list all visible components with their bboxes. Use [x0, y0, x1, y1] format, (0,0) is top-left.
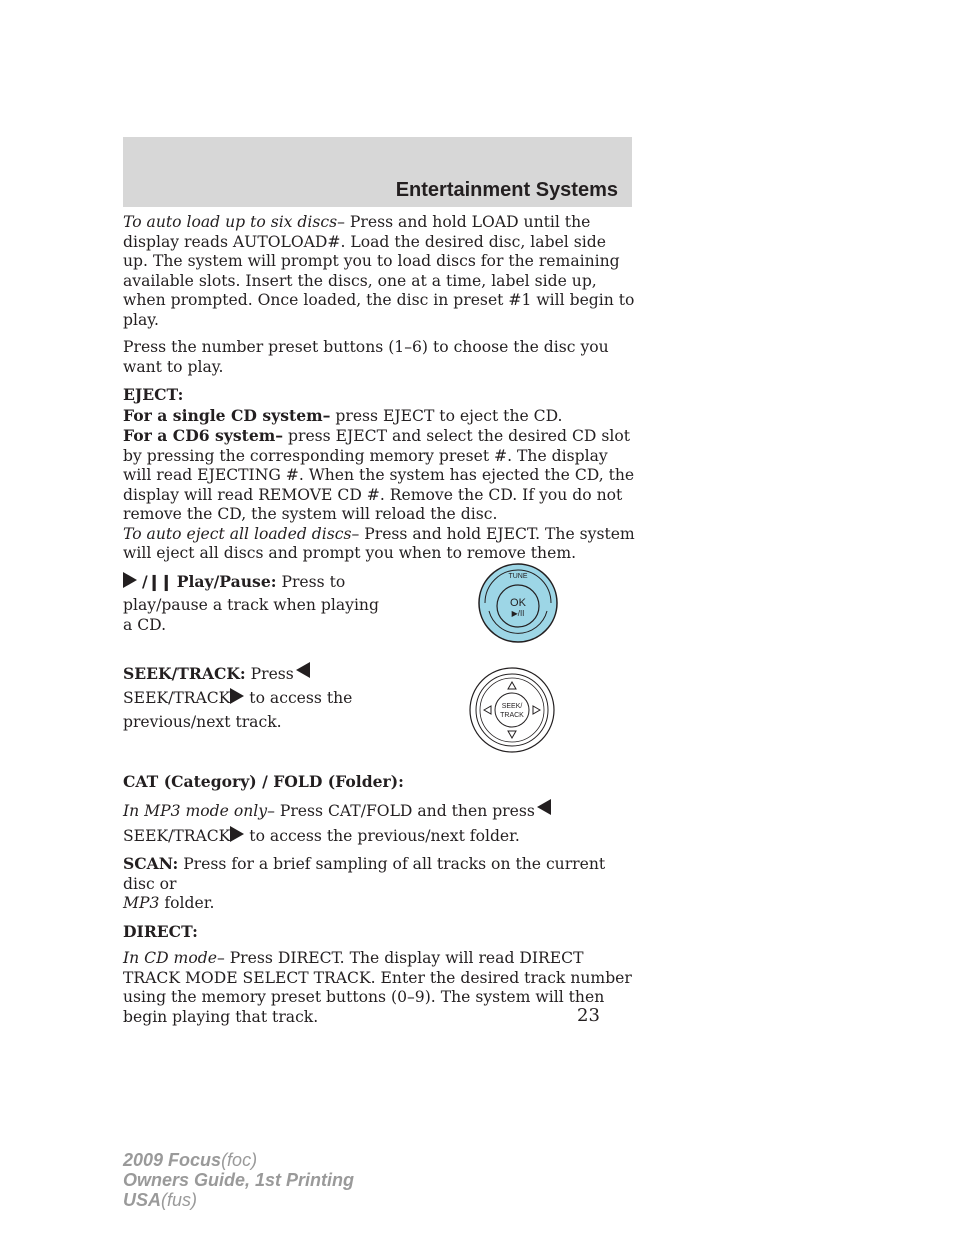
- eject-single-text: press EJECT to eject the CD.: [330, 406, 563, 425]
- play-pause-section: [123, 572, 635, 662]
- seek-label: SEEK/TRACK:: [123, 663, 246, 683]
- scan-text: Press for a brief sampling of all tracks on the current disc or: [123, 855, 606, 893]
- seek-text-1: Press: [245, 664, 294, 683]
- seek-figure-label-1: SEEK/: [501, 702, 523, 710]
- footer-region: USA: [123, 1190, 162, 1210]
- play-pause-label: Play/Pause:: [176, 571, 277, 591]
- scan-paragraph: [123, 854, 635, 914]
- tune-label: TUNE: [508, 572, 528, 580]
- ok-label: OK: [510, 596, 526, 609]
- direct-paragraph: [123, 949, 635, 1027]
- play-pause-text-1: Press to: [276, 572, 346, 591]
- cat-heading: CAT (Category) / FOLD (Folder):: [123, 771, 404, 791]
- cat-next-icon: [230, 826, 244, 842]
- seek-next-icon: [230, 688, 244, 704]
- section-title: Entertainment Systems: [395, 179, 618, 201]
- footer-region-code: (fus): [161, 1190, 198, 1210]
- direct-heading: DIRECT:: [123, 921, 198, 941]
- pause-icon: ❙❙: [147, 571, 172, 591]
- eject-auto-lead: To auto eject all loaded discs: [123, 524, 352, 543]
- autoload-text: – Press and hold LOAD until the display reads AUTOLOAD#. Load the desired disc, label side up. The system will prompt you to load discs for the remaining available slots. Insert the discs, one at a time, label side up, when prompted. Once loaded, the disc in preset #1 will begin to play.: [123, 213, 635, 329]
- scan-mp3: MP3: [123, 894, 160, 912]
- footer: [123, 1150, 354, 1210]
- seek-figure-label-2: TRACK: [500, 711, 524, 719]
- seek-section: [123, 662, 635, 772]
- eject-cd6-label: For a CD6 system–: [123, 426, 284, 445]
- seek-text-3: to access the: [244, 689, 353, 707]
- eject-single-label: For a single CD system–: [123, 405, 331, 425]
- seek-previous-icon: [296, 662, 310, 678]
- cat-line-1: [123, 799, 635, 822]
- direct-text: – Press DIRECT. The display will read DIRECT TRACK MODE SELECT TRACK. Enter the desired track number using the memory preset buttons (0–9). The system will then begin playing that track.: [123, 949, 632, 1026]
- direct-lead: In CD mode: [123, 949, 217, 967]
- cat-lead: In MP3 mode only: [123, 802, 268, 820]
- cat-line-2: [123, 826, 635, 847]
- cat-text-2: SEEK/TRACK: [123, 826, 231, 845]
- scan-label: SCAN:: [123, 854, 179, 873]
- eject-section: [123, 385, 635, 564]
- page-number: 23: [577, 1005, 600, 1026]
- autoload-lead: To auto load up to six discs: [123, 213, 338, 231]
- footer-guide: Owners Guide, 1st Printing: [123, 1170, 355, 1190]
- cat-text-1: – Press CAT/FOLD and then press: [267, 802, 535, 820]
- play-icon: [123, 572, 137, 588]
- cat-previous-icon: [537, 799, 551, 815]
- footer-model: 2009 Focus: [123, 1150, 222, 1170]
- footer-model-code: (foc): [221, 1150, 258, 1170]
- page-content: [123, 213, 635, 1035]
- seek-text-2: SEEK/TRACK: [123, 689, 231, 707]
- eject-auto-text: – Press and hold EJECT. The system will eject all discs and prompt you when to remove them.: [123, 524, 635, 562]
- tune-ok-knob-figure: [477, 562, 559, 644]
- preset-paragraph: Press the number preset buttons (1–6) to choose the disc you want to play.: [123, 338, 609, 376]
- play-pause-slash: /: [141, 571, 148, 591]
- eject-heading: EJECT:: [123, 385, 184, 404]
- cat-text-3: to access the previous/next folder.: [244, 826, 520, 845]
- play-pause-text-2: play/pause a track when playing a CD.: [123, 596, 379, 634]
- play-pause-glyph-label: ▶/II: [511, 608, 525, 618]
- seek-text-4: previous/next track.: [123, 712, 282, 731]
- seek-track-dial-figure: [468, 666, 556, 754]
- autoload-paragraph: [123, 213, 635, 330]
- eject-cd6-text: press EJECT and select the desired CD slot by pressing the corresponding memory preset #. The display will read EJECTING #. When the system has ejected the CD, the display will read REMOVE CD #. Remove the CD. If you do not remove the CD, the system will reload the disc.: [123, 427, 635, 523]
- header-band: [123, 137, 632, 207]
- play-pause-heading: [123, 572, 383, 593]
- scan-text-2: folder.: [159, 894, 215, 912]
